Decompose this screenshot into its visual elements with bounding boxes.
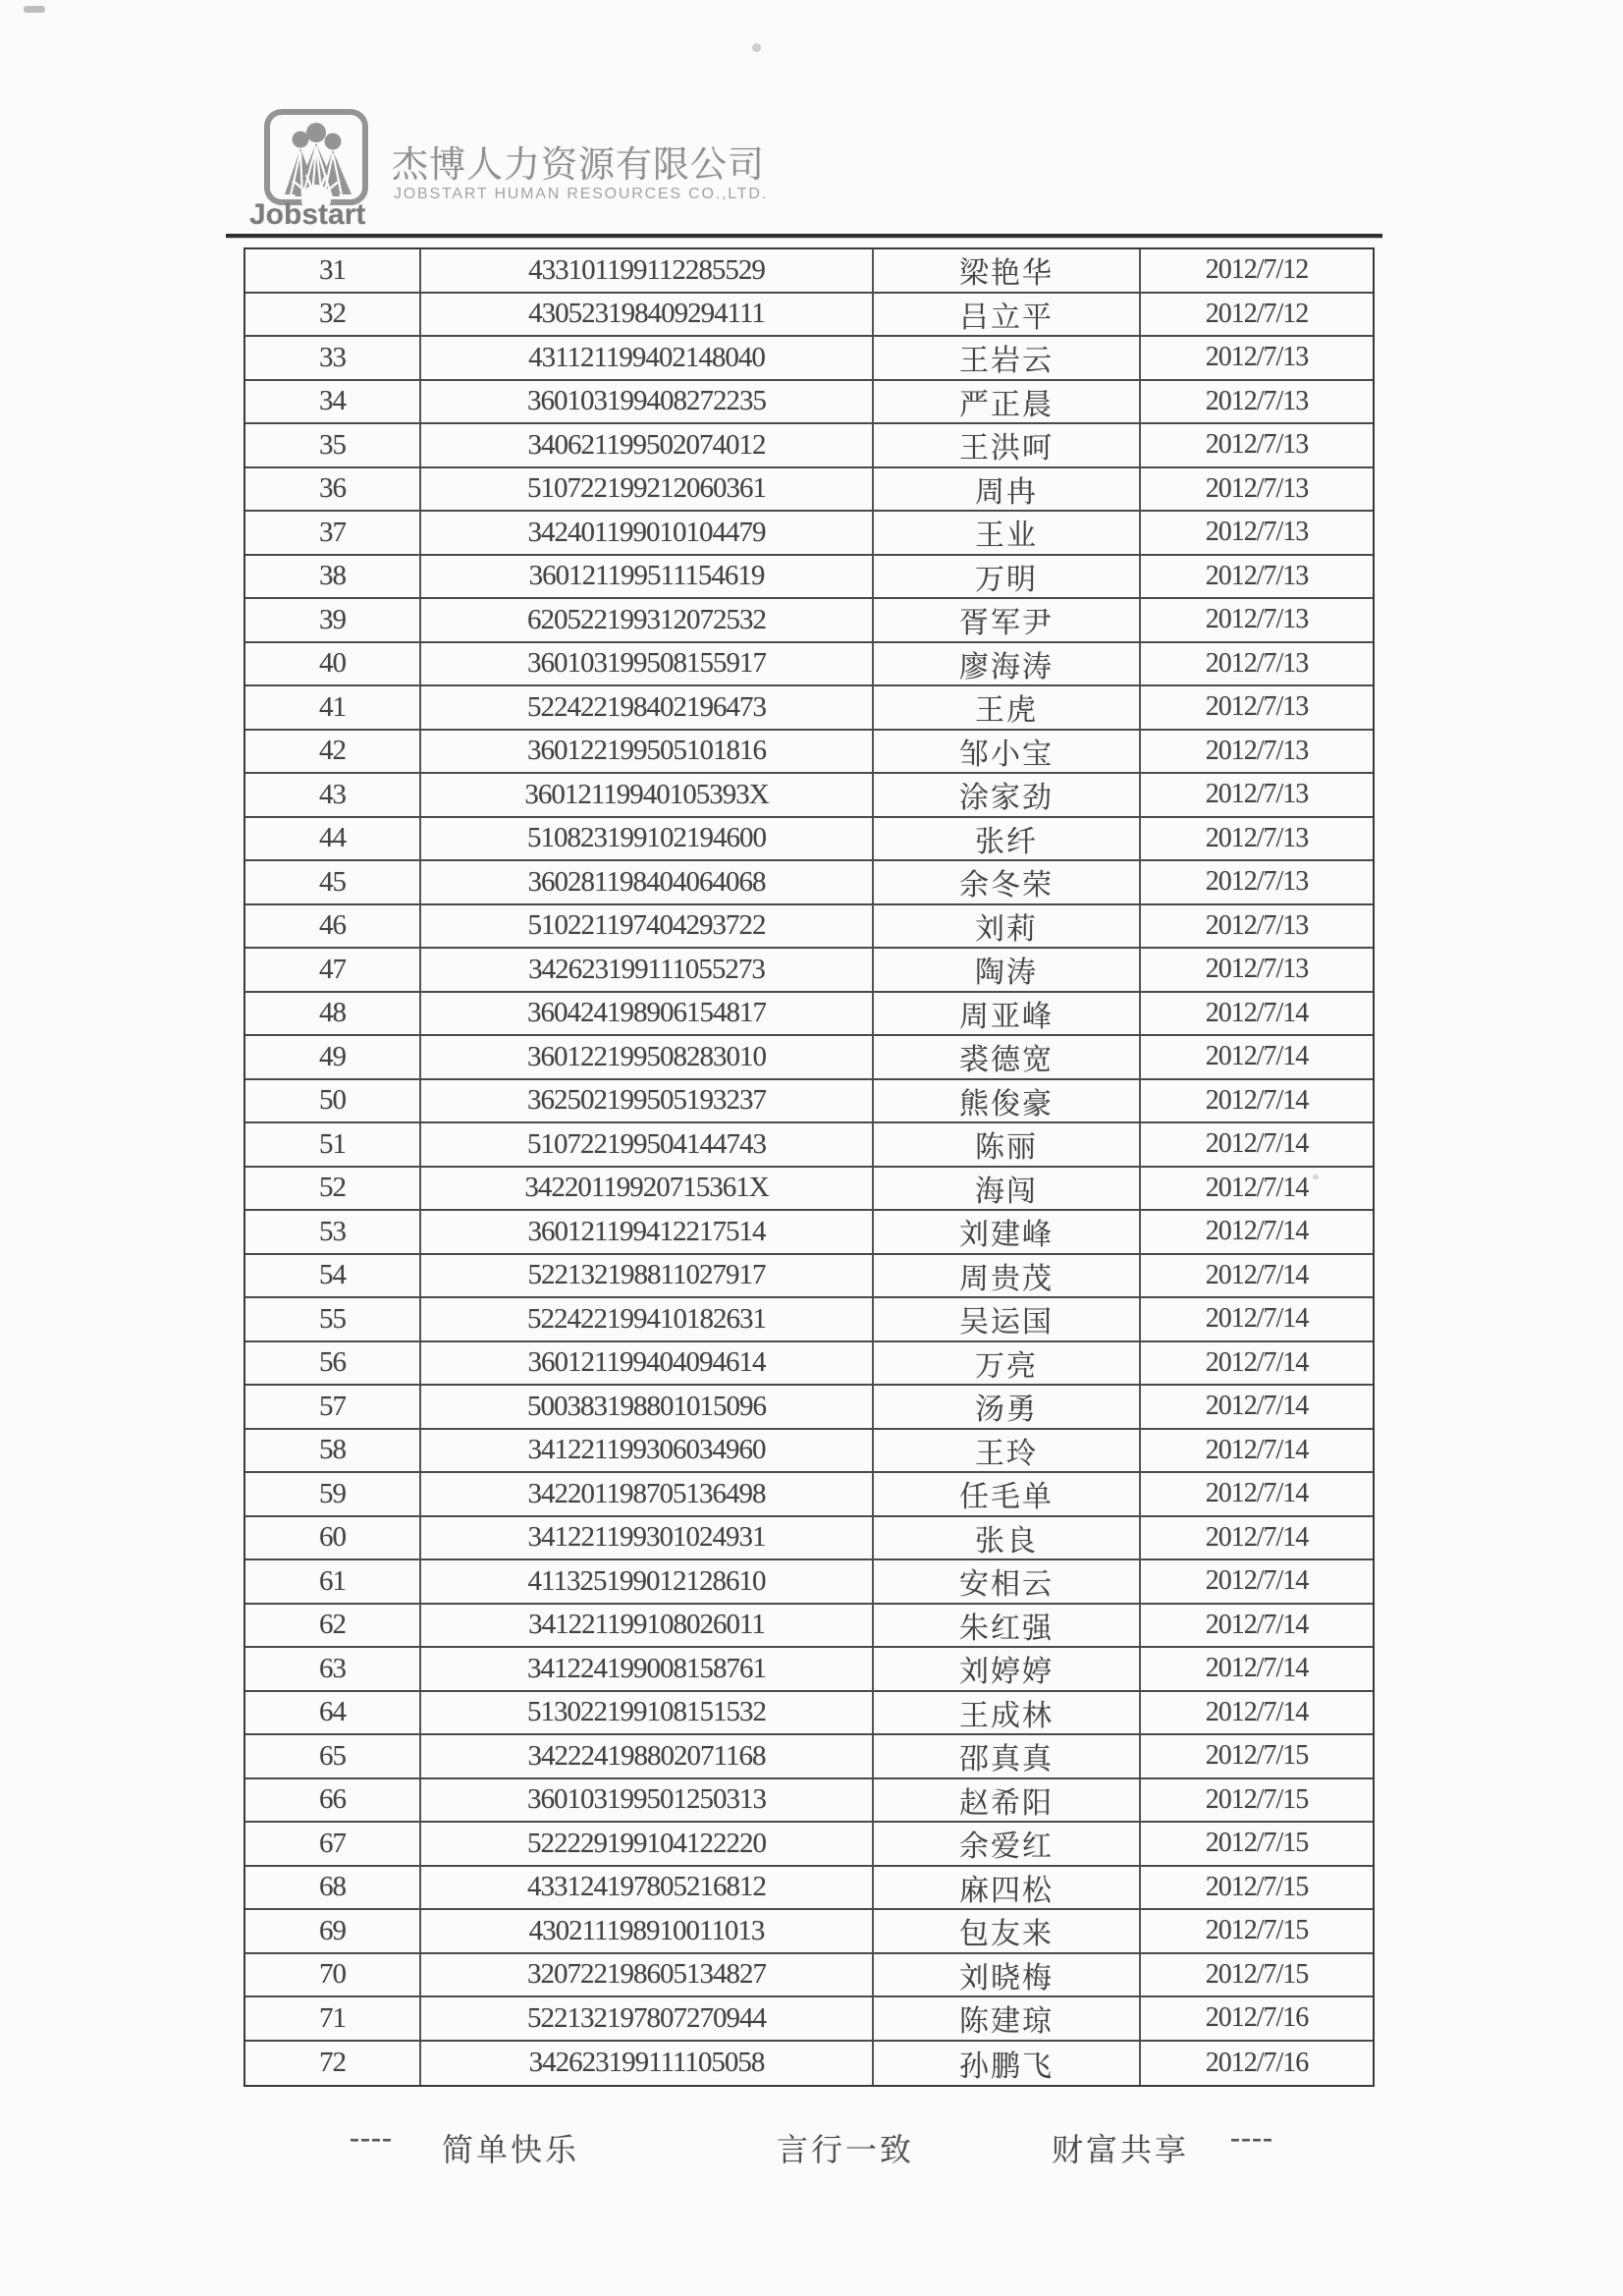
- table-row: [245, 1560, 1373, 1605]
- row-number-cell: 55: [319, 1302, 346, 1335]
- date-cell: 2012/7/16: [1139, 2042, 1373, 2086]
- date-cell: 2012/7/12: [1139, 249, 1373, 292]
- name-cell: 麻四松: [872, 1867, 1139, 1909]
- row-number-cell: 31: [319, 253, 346, 286]
- row-number-cell: 56: [319, 1346, 346, 1379]
- row-number-cell: 71: [319, 2001, 346, 2034]
- name-cell: 王洪呵: [872, 424, 1139, 466]
- date-cell: 2012/7/13: [1139, 731, 1373, 773]
- name-cell: 刘婷婷: [872, 1648, 1139, 1690]
- id-number-cell: 320722198605134827: [419, 1954, 872, 1996]
- row-number-cell: 41: [319, 690, 346, 723]
- table-row: [245, 249, 1373, 294]
- name-cell: 周冉: [872, 468, 1139, 511]
- name-cell: 刘莉: [872, 905, 1139, 948]
- table-row: [245, 949, 1373, 993]
- footer-slogan-simple-happy: 简单快乐: [442, 2132, 580, 2167]
- name-cell: 邵真真: [872, 1735, 1139, 1777]
- id-number-cell: 34220119920715361X: [419, 1168, 872, 1210]
- date-cell: 2012/7/13: [1139, 381, 1373, 423]
- date-cell: 2012/7/15: [1139, 1910, 1373, 1952]
- name-cell: 周贵茂: [872, 1255, 1139, 1297]
- table-row: [245, 643, 1373, 687]
- name-cell: 涂家劲: [872, 774, 1139, 816]
- row-number-cell: 52: [319, 1172, 346, 1204]
- row-number-cell: 62: [319, 1609, 346, 1641]
- name-cell: 吕立平: [872, 294, 1139, 336]
- date-cell: 2012/7/15: [1139, 1735, 1373, 1777]
- id-number-cell: 431121199402148040: [419, 337, 872, 379]
- row-number-cell: 50: [319, 1084, 346, 1117]
- date-cell: 2012/7/13: [1139, 643, 1373, 685]
- row-number-cell: 49: [319, 1040, 346, 1072]
- row-number-cell: 39: [319, 603, 346, 635]
- id-number-cell: 360103199501250313: [419, 1779, 872, 1822]
- name-cell: 孙鹏飞: [872, 2042, 1139, 2086]
- id-number-cell: 36012119940105393X: [419, 774, 872, 816]
- row-number-cell: 65: [319, 1739, 346, 1772]
- table-row: [245, 731, 1373, 775]
- id-number-cell: 360281198404064068: [419, 861, 872, 903]
- date-cell: 2012/7/13: [1139, 949, 1373, 991]
- date-cell: 2012/7/13: [1139, 686, 1373, 729]
- id-number-cell: 342401199010104479: [419, 512, 872, 554]
- date-cell: 2012/7/13: [1139, 818, 1373, 860]
- table-row: [245, 1735, 1373, 1779]
- table-row: [245, 1648, 1373, 1692]
- id-number-cell: 522132197807270944: [419, 1997, 872, 2040]
- date-cell: 2012/7/13: [1139, 337, 1373, 379]
- scan-speck: [24, 6, 45, 13]
- row-number-cell: 36: [319, 472, 346, 505]
- date-cell: 2012/7/14: [1139, 1211, 1373, 1253]
- table-row: [245, 381, 1373, 425]
- id-number-cell: 620522199312072532: [419, 599, 872, 641]
- name-cell: 邹小宝: [872, 731, 1139, 773]
- row-number-cell: 54: [319, 1259, 346, 1291]
- date-cell: 2012/7/15: [1139, 1779, 1373, 1822]
- id-number-cell: 341221199108026011: [419, 1605, 872, 1647]
- id-number-cell: 360103199408272235: [419, 381, 872, 423]
- id-number-cell: 360424198906154817: [419, 993, 872, 1035]
- table-row: [245, 424, 1373, 468]
- table-row: [245, 1255, 1373, 1299]
- jobstart-logo-icon: [263, 108, 369, 206]
- name-cell: 安相云: [872, 1560, 1139, 1603]
- scan-speck: [752, 43, 761, 52]
- table-row: [245, 1342, 1373, 1387]
- name-cell: 海闯: [872, 1168, 1139, 1210]
- id-number-cell: 342201198705136498: [419, 1473, 872, 1515]
- name-cell: 廖海涛: [872, 643, 1139, 685]
- id-number-cell: 340621199502074012: [419, 424, 872, 466]
- row-number-cell: 44: [319, 822, 346, 854]
- row-number-cell: 38: [319, 560, 346, 592]
- date-cell: 2012/7/13: [1139, 774, 1373, 816]
- table-row: [245, 1168, 1373, 1212]
- date-cell: 2012/7/14: [1139, 1386, 1373, 1428]
- id-number-cell: 360122199505101816: [419, 731, 872, 773]
- id-number-cell: 341224199008158761: [419, 1648, 872, 1690]
- name-cell: 余爱红: [872, 1823, 1139, 1865]
- table-row: [245, 1692, 1373, 1736]
- name-cell: 熊俊豪: [872, 1080, 1139, 1122]
- name-cell: 张纤: [872, 818, 1139, 860]
- table-row: [245, 1123, 1373, 1168]
- row-number-cell: 57: [319, 1390, 346, 1422]
- table-row: [245, 1910, 1373, 1954]
- date-cell: 2012/7/13: [1139, 861, 1373, 903]
- table-row: [245, 1298, 1373, 1342]
- table-row: [245, 337, 1373, 381]
- id-number-cell: 430211198910011013: [419, 1910, 872, 1952]
- date-cell: 2012/7/14: [1139, 1430, 1373, 1472]
- row-number-cell: 33: [319, 341, 346, 373]
- date-cell: 2012/7/13: [1139, 424, 1373, 466]
- row-number-cell: 37: [319, 516, 346, 548]
- date-cell: 2012/7/14: [1139, 1473, 1373, 1515]
- name-cell: 裘德宽: [872, 1036, 1139, 1078]
- date-cell: 2012/7/14: [1139, 1342, 1373, 1385]
- date-cell: 2012/7/13: [1139, 599, 1373, 641]
- footer-slogan-share-wealth: 财富共享: [1052, 2132, 1190, 2167]
- id-number-cell: 360121199412217514: [419, 1211, 872, 1253]
- date-cell: 2012/7/12: [1139, 294, 1373, 336]
- name-cell: 万亮: [872, 1342, 1139, 1385]
- id-number-cell: 522132198811027917: [419, 1255, 872, 1297]
- name-cell: 吴运国: [872, 1298, 1139, 1340]
- id-number-cell: 433101199112285529: [419, 249, 872, 292]
- id-number-cell: 360121199511154619: [419, 556, 872, 598]
- row-number-cell: 72: [319, 2047, 346, 2079]
- row-number-cell: 60: [319, 1521, 346, 1554]
- table-body: [245, 249, 1373, 2085]
- id-number-cell: 342623199111105058: [419, 2042, 872, 2086]
- table-row: [245, 2042, 1373, 2086]
- table-row: [245, 294, 1373, 338]
- name-cell: 包友来: [872, 1910, 1139, 1952]
- row-number-cell: 70: [319, 1958, 346, 1991]
- date-cell: 2012/7/15: [1139, 1867, 1373, 1909]
- row-number-cell: 40: [319, 647, 346, 680]
- id-number-cell: 362502199505193237: [419, 1080, 872, 1122]
- id-number-cell: 360121199404094614: [419, 1342, 872, 1385]
- row-number-cell: 42: [319, 735, 346, 767]
- name-cell: 张良: [872, 1517, 1139, 1559]
- date-cell: 2012/7/14: [1139, 1517, 1373, 1559]
- row-number-cell: 59: [319, 1477, 346, 1509]
- date-cell: 2012/7/15: [1139, 1823, 1373, 1865]
- date-cell: 2012/7/13: [1139, 556, 1373, 598]
- table-row: [245, 1779, 1373, 1824]
- table-row: [245, 1386, 1373, 1430]
- row-number-cell: 68: [319, 1871, 346, 1903]
- name-cell: 刘建峰: [872, 1211, 1139, 1253]
- logo-wordmark: Jobstart: [249, 198, 366, 231]
- table-row: [245, 1517, 1373, 1561]
- name-cell: 陈丽: [872, 1123, 1139, 1166]
- id-number-cell: 510823199102194600: [419, 818, 872, 860]
- date-cell: 2012/7/13: [1139, 512, 1373, 554]
- date-cell: 2012/7/13: [1139, 905, 1373, 948]
- id-number-cell: 342224198802071168: [419, 1735, 872, 1777]
- name-cell: 汤勇: [872, 1386, 1139, 1428]
- table-row: [245, 1605, 1373, 1649]
- date-cell: 2012/7/14: [1139, 1298, 1373, 1340]
- company-name-english: JOBSTART HUMAN RESOURCES CO.,LTD.: [394, 186, 768, 202]
- table-row: [245, 774, 1373, 818]
- date-cell: 2012/7/15: [1139, 1954, 1373, 1996]
- row-number-cell: 45: [319, 865, 346, 898]
- name-cell: 万明: [872, 556, 1139, 598]
- footer-dash-right: ----: [1230, 2121, 1273, 2154]
- id-number-cell: 433124197805216812: [419, 1867, 872, 1909]
- name-cell: 梁艳华: [872, 249, 1139, 292]
- footer-slogan-words-match-deeds: 言行一致: [777, 2132, 915, 2167]
- row-number-cell: 35: [319, 428, 346, 461]
- row-number-cell: 58: [319, 1434, 346, 1466]
- table-row: [245, 1036, 1373, 1080]
- id-number-cell: 341221199306034960: [419, 1430, 872, 1472]
- name-cell: 王岩云: [872, 337, 1139, 379]
- date-cell: 2012/7/14: [1139, 1168, 1373, 1210]
- id-number-cell: 522422198402196473: [419, 686, 872, 729]
- table-row: [245, 1997, 1373, 2042]
- date-cell: 2012/7/14: [1139, 1080, 1373, 1122]
- row-number-cell: 67: [319, 1827, 346, 1859]
- row-number-cell: 51: [319, 1127, 346, 1160]
- date-cell: 2012/7/14: [1139, 1648, 1373, 1690]
- id-number-cell: 500383198801015096: [419, 1386, 872, 1428]
- row-number-cell: 43: [319, 778, 346, 810]
- row-number-cell: 46: [319, 909, 346, 942]
- row-number-cell: 63: [319, 1652, 346, 1684]
- table-row: [245, 512, 1373, 556]
- table-row: [245, 599, 1373, 643]
- row-number-cell: 53: [319, 1215, 346, 1247]
- row-number-cell: 47: [319, 953, 346, 985]
- table-row: [245, 468, 1373, 513]
- table-row: [245, 993, 1373, 1037]
- id-number-cell: 342623199111055273: [419, 949, 872, 991]
- name-cell: 朱红强: [872, 1605, 1139, 1647]
- id-number-cell: 510221197404293722: [419, 905, 872, 948]
- table-row: [245, 1430, 1373, 1474]
- id-number-cell: 513022199108151532: [419, 1692, 872, 1734]
- table-row: [245, 686, 1373, 731]
- id-number-cell: 360122199508283010: [419, 1036, 872, 1078]
- name-cell: 刘晓梅: [872, 1954, 1139, 1996]
- id-number-cell: 430523198409294111: [419, 294, 872, 336]
- name-cell: 王虎: [872, 686, 1139, 729]
- table-row: [245, 1954, 1373, 1998]
- id-number-cell: 522229199104122220: [419, 1823, 872, 1865]
- name-cell: 严正晨: [872, 381, 1139, 423]
- name-cell: 陶涛: [872, 949, 1139, 991]
- name-cell: 余冬荣: [872, 861, 1139, 903]
- id-number-cell: 411325199012128610: [419, 1560, 872, 1603]
- name-cell: 陈建琼: [872, 1997, 1139, 2040]
- date-cell: 2012/7/14: [1139, 1605, 1373, 1647]
- table-row: [245, 861, 1373, 905]
- date-cell: 2012/7/14: [1139, 993, 1373, 1035]
- table-row: [245, 905, 1373, 950]
- row-number-cell: 61: [319, 1564, 346, 1597]
- name-cell: 王成林: [872, 1692, 1139, 1734]
- name-cell: 周亚峰: [872, 993, 1139, 1035]
- id-number-cell: 360103199508155917: [419, 643, 872, 685]
- table-row: [245, 1080, 1373, 1124]
- name-cell: 王玲: [872, 1430, 1139, 1472]
- name-cell: 胥军尹: [872, 599, 1139, 641]
- id-number-cell: 510722199504144743: [419, 1123, 872, 1166]
- row-number-cell: 69: [319, 1914, 346, 1946]
- date-cell: 2012/7/14: [1139, 1560, 1373, 1603]
- footer-dash-left: ----: [350, 2121, 393, 2154]
- header-divider-line: [226, 234, 1382, 238]
- name-cell: 王业: [872, 512, 1139, 554]
- row-number-cell: 64: [319, 1696, 346, 1728]
- date-cell: 2012/7/13: [1139, 468, 1373, 511]
- date-cell: 2012/7/14: [1139, 1123, 1373, 1166]
- table-row: [245, 1867, 1373, 1911]
- table-row: [245, 1211, 1373, 1255]
- row-number-cell: 32: [319, 298, 346, 330]
- row-number-cell: 34: [319, 385, 346, 417]
- id-number-cell: 341221199301024931: [419, 1517, 872, 1559]
- employee-roster-table: [243, 247, 1375, 2087]
- row-number-cell: 66: [319, 1783, 346, 1816]
- name-cell: 赵希阳: [872, 1779, 1139, 1822]
- table-row: [245, 556, 1373, 600]
- date-cell: 2012/7/14: [1139, 1692, 1373, 1734]
- id-number-cell: 522422199410182631: [419, 1298, 872, 1340]
- date-cell: 2012/7/14: [1139, 1255, 1373, 1297]
- date-cell: 2012/7/16: [1139, 1997, 1373, 2040]
- date-cell: 2012/7/14: [1139, 1036, 1373, 1078]
- table-row: [245, 1823, 1373, 1867]
- name-cell: 任毛单: [872, 1473, 1139, 1515]
- id-number-cell: 510722199212060361: [419, 468, 872, 511]
- table-row: [245, 1473, 1373, 1517]
- company-name-chinese: 杰博人力资源有限公司: [392, 144, 765, 185]
- row-number-cell: 48: [319, 997, 346, 1029]
- table-row: [245, 818, 1373, 862]
